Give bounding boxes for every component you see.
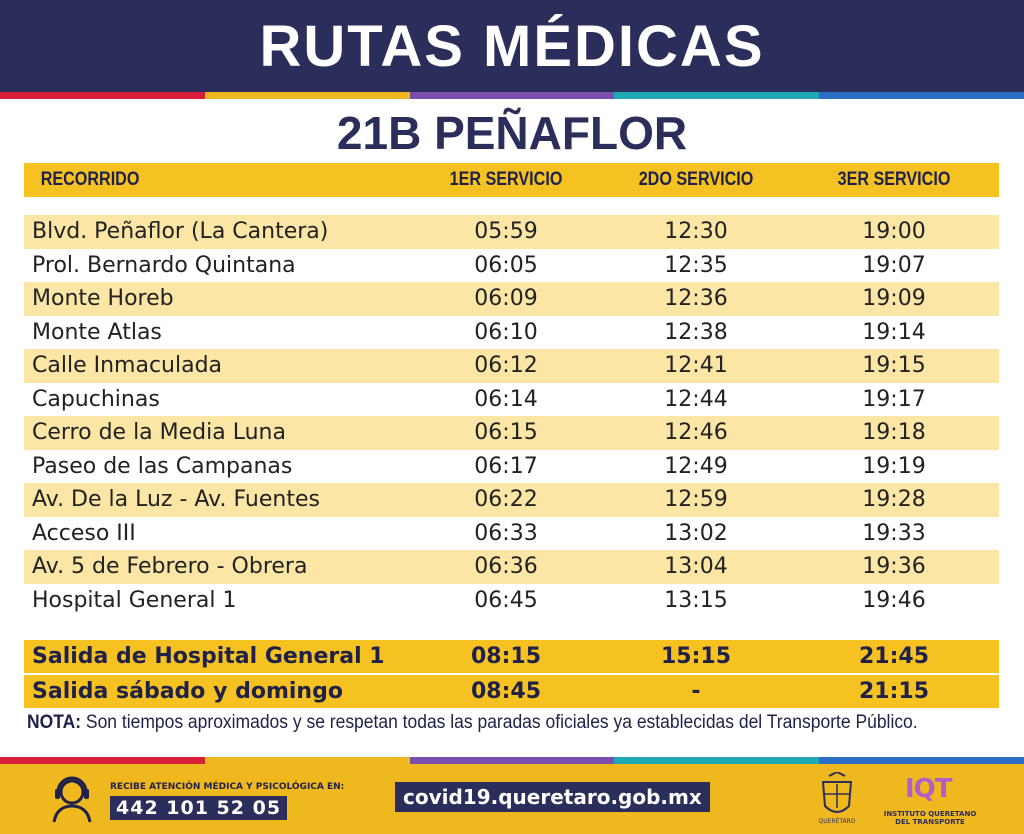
time-service-2: 12:59 [664, 487, 728, 513]
table-row [24, 215, 999, 249]
stop-name: Paseo de las Campanas [32, 453, 293, 479]
stripe-segment [0, 92, 205, 99]
time-service-1: 06:14 [474, 386, 538, 412]
time-service-3: 19:17 [862, 386, 926, 412]
note-label: NOTA: [27, 712, 82, 733]
time-service-2: 12:35 [664, 252, 728, 278]
table-header [24, 163, 999, 197]
time-service-2: 12:41 [664, 353, 728, 379]
time-service-2: 13:02 [664, 520, 728, 546]
stripe-segment [0, 757, 205, 764]
iqt-logo: IQT [905, 774, 952, 804]
time-service-3: 19:00 [862, 219, 926, 245]
header-service-1: 1ER SERVICIO [449, 169, 563, 190]
stop-name: Calle Inmaculada [32, 353, 223, 379]
time-service-1: 08:45 [470, 679, 542, 704]
route-title: 21B PEÑAFLOR [336, 107, 688, 159]
help-text: RECIBE ATENCIÓN MÉDICA Y PSICOLÓGICA EN: [110, 782, 345, 792]
table-row [24, 550, 999, 584]
stop-name: Av. De la Luz - Av. Fuentes [32, 487, 320, 513]
stop-name: Monte Atlas [32, 319, 162, 345]
time-service-1: 06:15 [474, 420, 538, 446]
stop-name: Acceso III [32, 520, 136, 546]
phone-number: 442 101 52 05 [110, 796, 287, 820]
table-row [24, 675, 999, 708]
note [27, 712, 918, 734]
stripe-segment [819, 92, 1024, 99]
time-service-3: 19:18 [862, 420, 926, 446]
table-row [24, 349, 999, 383]
time-service-3: 19:09 [862, 286, 926, 312]
time-service-2: 13:15 [664, 587, 728, 613]
time-service-3: 19:15 [862, 353, 926, 379]
color-stripe-bottom [0, 757, 1024, 764]
time-service-3: 19:14 [862, 319, 926, 345]
table-row [24, 249, 999, 283]
time-service-1: 06:22 [474, 487, 538, 513]
table-row [24, 584, 999, 618]
time-service-2: 12:44 [664, 386, 728, 412]
time-service-2: 12:30 [664, 219, 728, 245]
stop-name: Salida sábado y domingo [32, 679, 343, 704]
stop-name: Hospital General 1 [32, 587, 237, 613]
time-service-1: 06:45 [474, 587, 538, 613]
time-service-1: 05:59 [474, 219, 538, 245]
time-service-3: 19:07 [862, 252, 926, 278]
time-service-3: 21:15 [858, 679, 930, 704]
time-service-1: 06:10 [474, 319, 538, 345]
stop-name: Blvd. Peñaflor (La Cantera) [32, 219, 329, 245]
exit-times-table [24, 640, 999, 708]
time-service-2: 12:38 [664, 319, 728, 345]
stripe-segment [614, 92, 819, 99]
stripe-segment [205, 92, 410, 99]
page-title: RUTAS MÉDICAS [259, 13, 765, 79]
header-service-2: 2DO SERVICIO [638, 169, 754, 190]
time-service-2: 12:46 [664, 420, 728, 446]
header-recorrido: RECORRIDO [40, 169, 140, 190]
stop-name: Salida de Hospital General 1 [32, 644, 385, 669]
table-row [24, 416, 999, 450]
stop-name: Cerro de la Media Luna [32, 420, 286, 446]
color-stripe-top [0, 92, 1024, 99]
time-service-3: 19:33 [862, 520, 926, 546]
table-row [24, 450, 999, 484]
schedule-table [24, 215, 999, 617]
stripe-segment [614, 757, 819, 764]
time-service-3: 19:36 [862, 554, 926, 580]
time-service-3: 19:46 [862, 587, 926, 613]
table-row [24, 640, 999, 673]
time-service-3: 21:45 [858, 644, 930, 669]
time-service-1: 06:05 [474, 252, 538, 278]
table-row [24, 316, 999, 350]
stop-name: Capuchinas [32, 386, 160, 412]
note-text: Son tiempos aproximados y se respetan todas las paradas oficiales ya establecidas del Transporte Público. [81, 712, 918, 733]
stop-name: Prol. Bernardo Quintana [32, 252, 296, 278]
time-service-2: 12:36 [664, 286, 728, 312]
stop-name: Monte Horeb [32, 286, 174, 312]
time-service-1: 06:12 [474, 353, 538, 379]
headset-agent-icon [48, 774, 96, 824]
time-service-3: 19:19 [862, 453, 926, 479]
time-service-2: 15:15 [660, 644, 732, 669]
time-service-2: 13:04 [664, 554, 728, 580]
time-service-1: 06:17 [474, 453, 538, 479]
seal-caption: QUERÉTARO [818, 818, 856, 825]
time-service-3: 19:28 [862, 487, 926, 513]
stripe-segment [819, 757, 1024, 764]
table-row [24, 282, 999, 316]
iqt-name: INSTITUTO QUERETANO DEL TRANSPORTE [883, 810, 977, 826]
footer [0, 764, 1024, 834]
time-service-2: - [691, 679, 701, 704]
website-url: covid19.queretaro.gob.mx [395, 782, 710, 812]
time-service-1: 08:15 [470, 644, 542, 669]
time-service-1: 06:36 [474, 554, 538, 580]
time-service-1: 06:09 [474, 286, 538, 312]
stop-name: Av. 5 de Febrero - Obrera [32, 554, 308, 580]
time-service-2: 12:49 [664, 453, 728, 479]
time-service-1: 06:33 [474, 520, 538, 546]
header-banner [0, 0, 1024, 92]
table-row [24, 483, 999, 517]
table-row [24, 383, 999, 417]
stripe-segment [205, 757, 410, 764]
stripe-segment [410, 757, 615, 764]
table-row [24, 517, 999, 551]
stripe-segment [410, 92, 615, 99]
header-service-3: 3ER SERVICIO [837, 169, 951, 190]
